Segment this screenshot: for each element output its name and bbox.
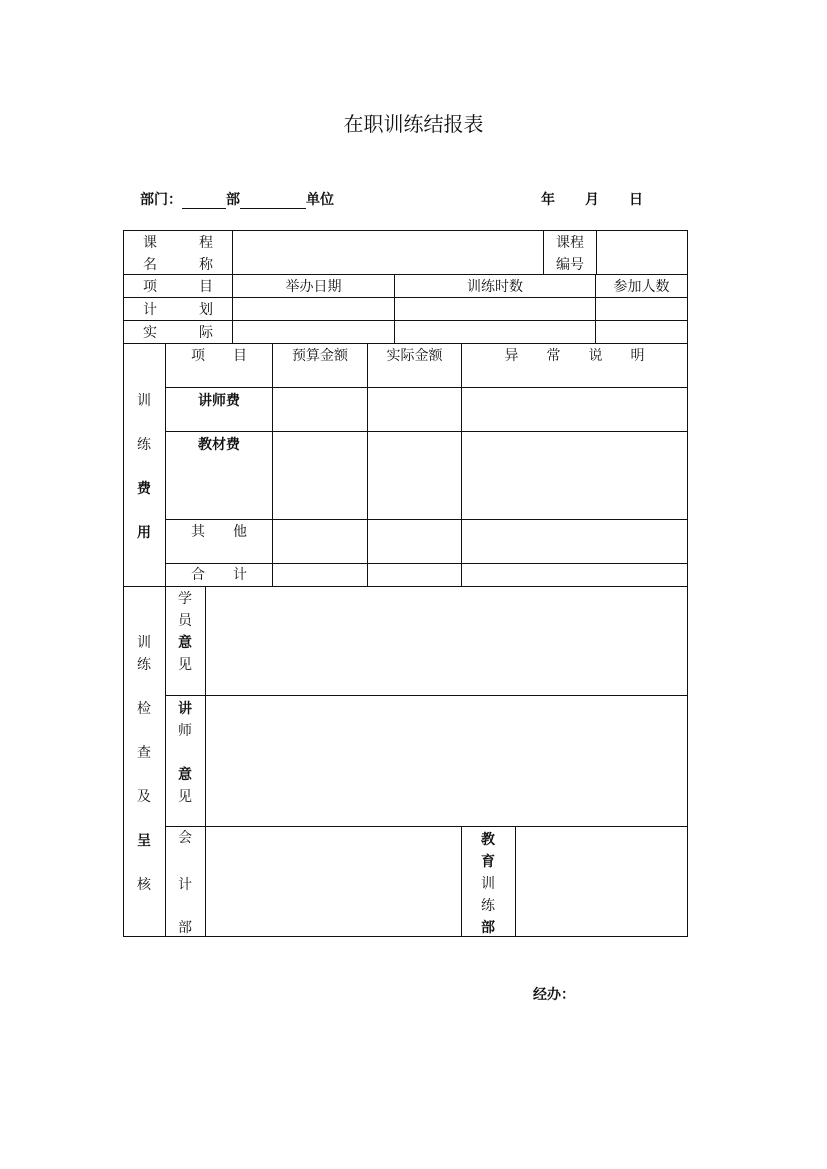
hold-date-label: 举办日期: [285, 279, 342, 295]
education-training-dept-field[interactable]: [516, 827, 687, 936]
material-fee-note-field[interactable]: [462, 432, 687, 519]
unit-field[interactable]: [240, 192, 306, 209]
department-line: [140, 189, 334, 209]
plan-participants-field[interactable]: [596, 298, 687, 320]
department-label: 部门：: [140, 192, 182, 208]
lecturer-opinion-label: 讲 师 意 见: [178, 701, 192, 805]
total-budget-field[interactable]: [273, 564, 367, 586]
material-fee-label: 教材费: [198, 437, 240, 453]
actual-date-field[interactable]: [233, 321, 394, 343]
handler-label: 经办：: [533, 987, 575, 1003]
student-opinion-label: 学 员 意 见: [178, 591, 192, 673]
training-expense-section-label: 训 练 费 用: [137, 393, 151, 541]
plan-date-field[interactable]: [233, 298, 394, 320]
other-fee-budget-field[interactable]: [273, 520, 367, 563]
student-opinion-field[interactable]: [206, 587, 687, 695]
material-fee-budget-field[interactable]: [273, 432, 367, 519]
department-suffix: 部: [226, 192, 240, 208]
actual-amount-header: 实际金额: [386, 348, 443, 364]
unit-label: 单位: [306, 192, 334, 208]
budget-amount-header: 预算金额: [292, 348, 348, 364]
other-fee-actual-field[interactable]: [368, 520, 461, 563]
course-code-label: 课程 编号: [556, 235, 584, 273]
total-actual-field[interactable]: [368, 564, 461, 586]
actual-label: 实 际: [143, 325, 213, 341]
expense-item-header: 项 目: [191, 348, 247, 364]
plan-hours-field[interactable]: [395, 298, 595, 320]
other-fee-label: 其 他: [191, 524, 247, 540]
actual-participants-field[interactable]: [596, 321, 687, 343]
exception-note-header: 异 常 说 明: [504, 348, 645, 364]
course-name-field[interactable]: [233, 231, 543, 274]
plan-label: 计 划: [143, 302, 213, 318]
accounting-dept-field[interactable]: [206, 827, 461, 936]
year-label: 年: [541, 192, 555, 208]
material-fee-actual-field[interactable]: [368, 432, 461, 519]
total-note-field[interactable]: [462, 564, 687, 586]
lecturer-fee-note-field[interactable]: [462, 388, 687, 431]
day-label: 日: [629, 192, 643, 208]
lecturer-fee-label: 讲师费: [198, 393, 240, 409]
accounting-dept-label: 会 计 部: [178, 830, 192, 936]
training-hours-label: 训练时数: [467, 279, 523, 295]
other-fee-note-field[interactable]: [462, 520, 687, 563]
page-title: 在职训练结报表: [343, 112, 484, 136]
department-field[interactable]: [182, 192, 226, 209]
lecturer-fee-actual-field[interactable]: [368, 388, 461, 431]
lecturer-opinion-field[interactable]: [206, 696, 687, 826]
lecturer-fee-budget-field[interactable]: [273, 388, 367, 431]
course-code-field[interactable]: [597, 231, 687, 274]
actual-hours-field[interactable]: [395, 321, 595, 343]
total-label: 合 计: [191, 567, 247, 583]
course-name-label: 课 程 名 称: [143, 235, 213, 273]
schedule-item-label: 项 目: [143, 279, 213, 295]
participants-label: 参加人数: [613, 279, 670, 295]
month-label: 月: [585, 192, 599, 208]
education-training-dept-label: 教 育 训 练 部: [481, 832, 495, 936]
training-review-section-label: 训 练 检 查 及 呈 核: [137, 635, 151, 893]
